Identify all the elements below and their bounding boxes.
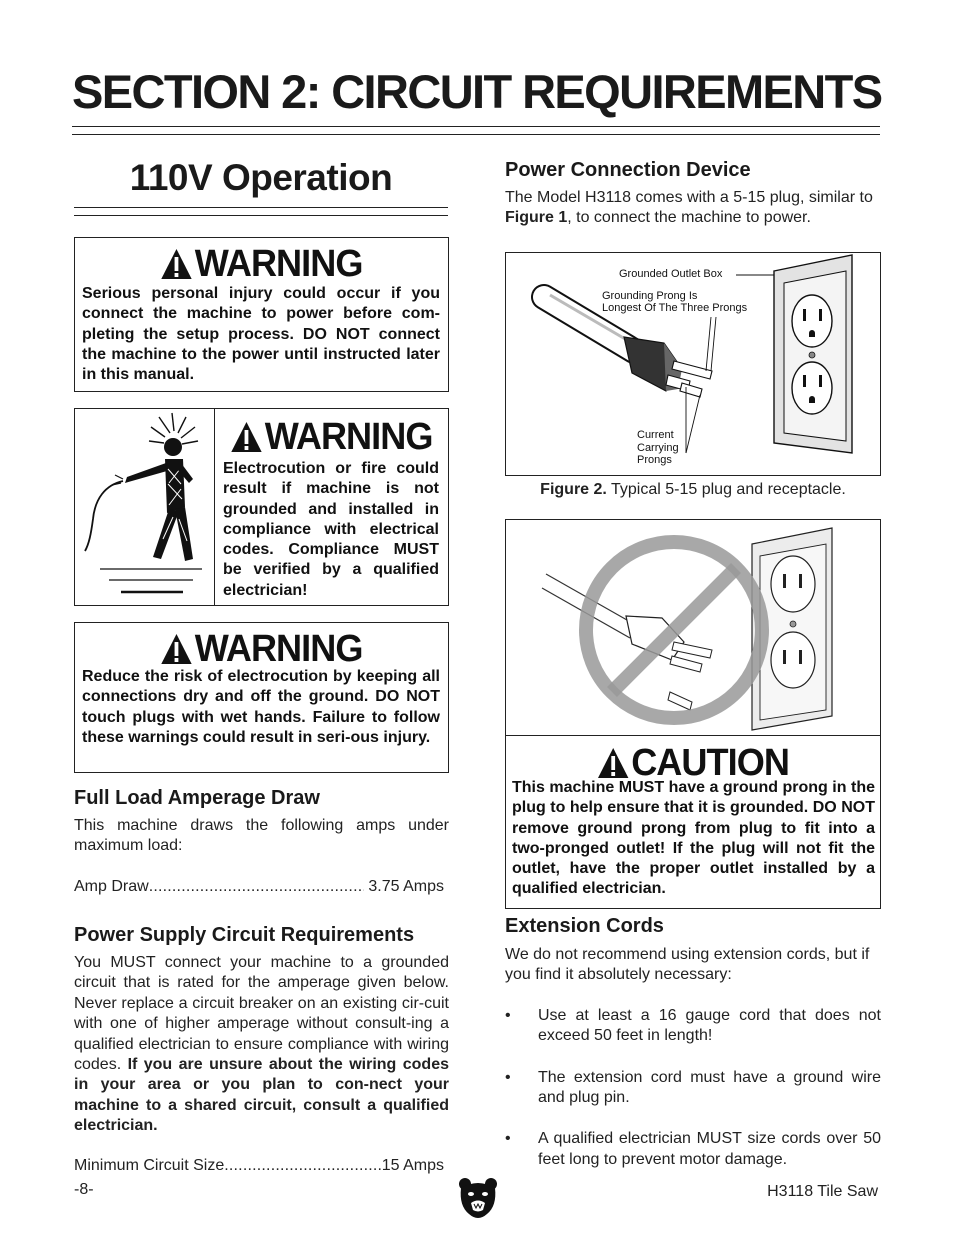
min-circuit-value: 15 Amps xyxy=(381,1157,444,1174)
warning-triangle-icon xyxy=(160,248,192,280)
plug-receptacle-illustration xyxy=(506,253,880,475)
electrocution-figure-icon xyxy=(75,409,214,605)
amp-draw-label: Amp Draw xyxy=(74,878,149,895)
amp-draw-value: 3.75 Amps xyxy=(368,878,444,895)
bear-head-logo-icon xyxy=(457,1176,499,1222)
section-title: SECTION 2: CIRCUIT REQUIREMENTS xyxy=(72,65,882,118)
callout-current-prongs: Current Carrying Prongs xyxy=(637,429,679,466)
list-item: • A qualified electrician MUST size cords over 50 feet long to prevent motor damage. xyxy=(505,1130,881,1168)
heading-full-load: Full Load Amperage Draw xyxy=(74,787,320,809)
warning-text-setup: Serious personal injury could occur if you connect the machine to power before com-pleting the setup process. DO NOT connect the machine to the power until instructed later in this manual. xyxy=(82,285,440,384)
warning-signal-word: WARNING xyxy=(221,415,442,459)
callout-grounding-prong-line-1: Grounding Prong Is xyxy=(602,290,698,302)
figure-2-caption: Figure 2. Typical 5-15 plug and receptacle. xyxy=(540,481,846,498)
subtitle-rule-top xyxy=(74,207,448,208)
page-number: -8- xyxy=(74,1181,94,1198)
warning-box-setup xyxy=(74,237,449,392)
warning-signal-word: WARNING xyxy=(84,627,438,671)
power-connection-text: The Model H3118 comes with a 5-15 plug, similar to Figure 1, to connect the machine to power. xyxy=(505,189,873,227)
callout-outlet-box: Grounded Outlet Box xyxy=(619,268,723,280)
caution-box xyxy=(505,519,881,909)
warning-signal-word: WARNING xyxy=(84,242,438,286)
warning-triangle-icon xyxy=(597,747,629,779)
min-circuit-spec xyxy=(74,1156,444,1176)
title-rule-top xyxy=(72,126,880,127)
figure-2-plug-receptacle xyxy=(505,252,881,476)
full-load-text: This machine draws the following amps under maximum load: xyxy=(74,817,449,855)
caution-text: This machine MUST have a ground prong in the plug to help ensure that it is grounded. DO NOT remove ground prong from plug to fit into a two-pronged outlet! If the plug will not fit the outlet, have the proper outlet installed by a qualified electrician. xyxy=(512,779,875,898)
extension-cords-list xyxy=(505,1006,881,1170)
heading-extension-cords: Extension Cords xyxy=(505,915,664,937)
footer-model: H3118 Tile Saw xyxy=(767,1183,878,1200)
two-prong-prohibited-illustration xyxy=(506,520,879,735)
warning-triangle-icon xyxy=(230,421,262,453)
warning-triangle-icon xyxy=(160,633,192,665)
subsection-title: 110V Operation xyxy=(129,157,393,198)
heading-power-connection: Power Connection Device xyxy=(505,159,751,181)
title-rule-bottom xyxy=(72,134,880,135)
warning-box-electrocution xyxy=(74,408,449,606)
list-item: • Use at least a 16 gauge cord that does not exceed 50 feet in length! xyxy=(505,1007,881,1045)
callout-grounding-prong-line-2: Longest Of The Three Prongs xyxy=(602,302,748,314)
heading-power-supply: Power Supply Circuit Requirements xyxy=(74,924,415,946)
warning-text-electrocution: Electrocution or fire could result if machine is not grounded and installed in compliance with electrical codes. Compliance MUST be verified by a qualified electrician! xyxy=(223,460,439,599)
warning-box-dry xyxy=(74,622,449,773)
amp-draw-spec xyxy=(74,877,444,897)
electrocution-illustration-panel xyxy=(75,409,215,605)
caution-signal-word: CAUTION xyxy=(515,741,870,785)
subtitle-rule-bottom xyxy=(74,215,448,216)
warning-text-dry: Reduce the risk of electrocution by keeping all connections dry and off the ground. DO NOT touch plugs with wet hands. Failure to follow these warnings could result in seri-ous injury. xyxy=(82,668,440,746)
min-circuit-label: Minimum Circuit Size xyxy=(74,1157,225,1174)
power-supply-text: You MUST connect your machine to a grounded circuit that is rated for the amperage given below. Never replace a circuit breaker on an existing cir-cuit with one of higher amperage without consult-ing a qualified electrician to ensure compliance with wiring codes. If you are unsure about the wiring codes in your area or you plan to con-nect your machine to a shared circuit, consult a qualified electrician. xyxy=(74,954,449,1135)
list-item: • The extension cord must have a ground wire and plug pin. xyxy=(505,1068,881,1107)
extension-cords-text: We do not recommend using extension cords, but if you find it absolutely necessary: xyxy=(505,946,870,984)
